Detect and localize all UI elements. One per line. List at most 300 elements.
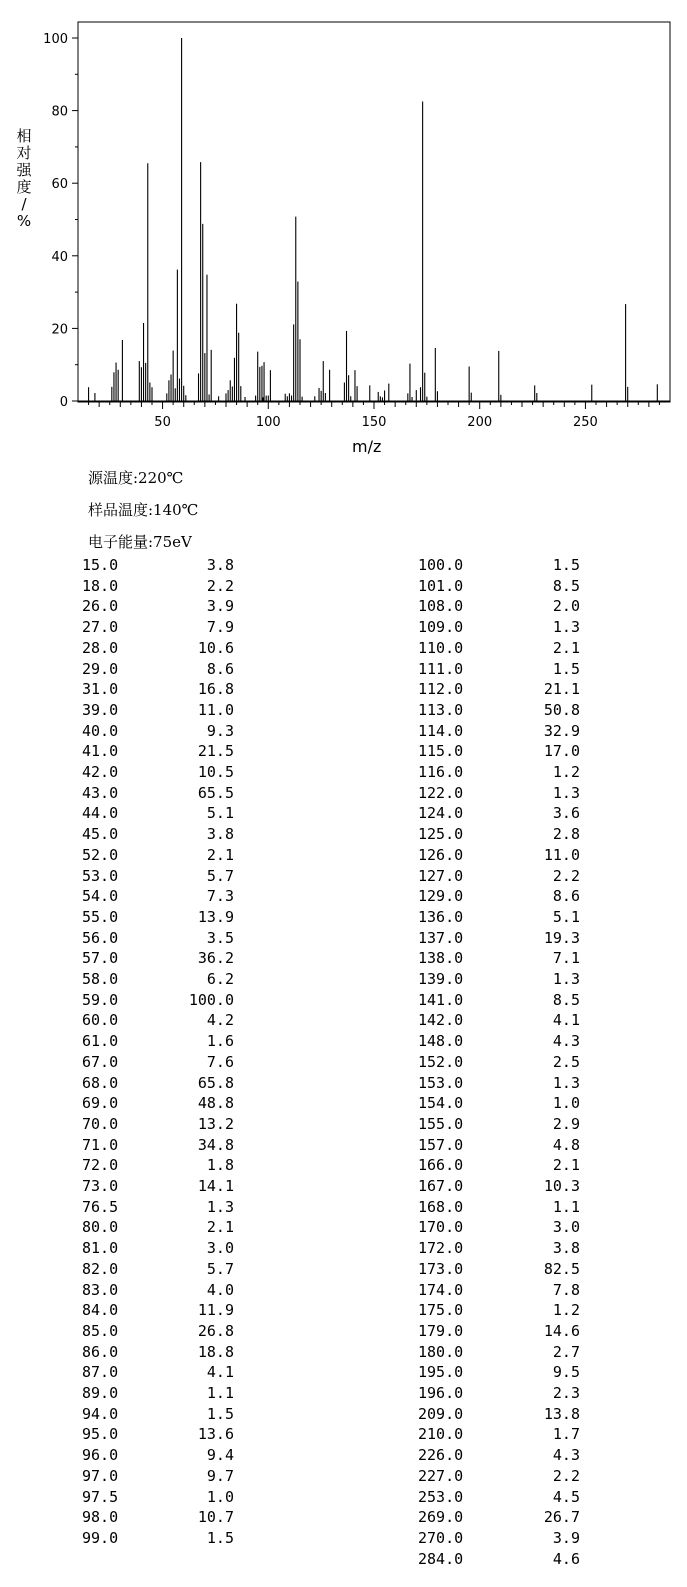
- table-row: [82, 970, 234, 990]
- relative-abundance-value: 2.1: [206, 845, 234, 864]
- relative-abundance-value: 13.9: [197, 907, 234, 926]
- relative-abundance-value: 3.9: [206, 597, 234, 616]
- relative-abundance-value: 10.3: [543, 1177, 580, 1195]
- x-tick-label: 100: [255, 415, 281, 430]
- table-row: [82, 1343, 234, 1363]
- y-tick-label: 0: [59, 395, 68, 410]
- relative-abundance-value: 14.6: [543, 1321, 580, 1340]
- relative-abundance-value: 4.0: [206, 1280, 234, 1299]
- mz-value: 52.0: [82, 845, 119, 864]
- table-row: [418, 1322, 580, 1342]
- relative-abundance-value: 4.3: [552, 1032, 580, 1051]
- relative-abundance-value: 26.7: [543, 1508, 580, 1527]
- table-row: [82, 1363, 234, 1383]
- mz-value: 167.0: [418, 1177, 464, 1195]
- table-row: [418, 887, 580, 907]
- x-axis-label: m/z: [352, 437, 382, 456]
- table-row: [418, 1198, 580, 1218]
- mz-value: 43.0: [82, 783, 119, 802]
- table-row: [418, 1488, 580, 1508]
- relative-abundance-value: 4.2: [206, 1011, 234, 1030]
- relative-abundance-value: 9.3: [206, 721, 234, 740]
- mz-value: 170.0: [418, 1218, 464, 1237]
- mz-value: 45.0: [82, 825, 119, 844]
- mz-value: 141.0: [418, 990, 464, 1009]
- table-row: [82, 701, 234, 721]
- mz-value: 126.0: [418, 845, 464, 864]
- relative-abundance-value: 10.6: [197, 638, 234, 657]
- mz-value: 137.0: [418, 928, 464, 947]
- table-row: [418, 618, 580, 638]
- mz-value: 116.0: [418, 763, 464, 781]
- mz-value: 152.0: [418, 1052, 464, 1071]
- relative-abundance-value: 1.3: [552, 618, 580, 637]
- plot-frame: [78, 22, 670, 402]
- relative-abundance-value: 7.1: [552, 949, 580, 968]
- relative-abundance-value: 19.3: [543, 928, 580, 947]
- table-row: [418, 742, 580, 762]
- relative-abundance-value: 3.8: [206, 825, 234, 844]
- mz-value: 139.0: [418, 970, 464, 988]
- mz-value: 136.0: [418, 907, 464, 926]
- mz-value: 114.0: [418, 721, 464, 740]
- y-tick-label: 20: [51, 322, 68, 338]
- mz-value: 94.0: [82, 1404, 119, 1423]
- relative-abundance-value: 2.1: [552, 1156, 580, 1175]
- mz-value: 111.0: [418, 659, 464, 678]
- mz-value: 110.0: [418, 638, 464, 657]
- table-row: [418, 1136, 580, 1156]
- mz-value: 127.0: [418, 866, 464, 885]
- mz-value: 168.0: [418, 1197, 464, 1216]
- mz-value: 27.0: [82, 618, 119, 637]
- mz-value: 124.0: [418, 804, 464, 823]
- mz-value: 227.0: [418, 1466, 464, 1485]
- mz-value: 59.0: [82, 990, 119, 1009]
- table-row: [82, 1425, 234, 1445]
- table-row: [82, 1218, 234, 1238]
- table-row: [82, 639, 234, 659]
- mz-value: 153.0: [418, 1073, 464, 1092]
- mz-value: 157.0: [418, 1135, 464, 1154]
- relative-abundance-value: 4.6: [552, 1549, 580, 1568]
- mz-value: 122.0: [418, 783, 464, 802]
- table-row: [82, 1281, 234, 1301]
- mz-value: 113.0: [418, 700, 464, 719]
- mz-value: 28.0: [82, 638, 119, 657]
- relative-abundance-value: 18.8: [197, 1342, 234, 1361]
- mz-value: 253.0: [418, 1487, 464, 1506]
- y-axis-label: 相 对 强 度 / %: [16, 127, 32, 230]
- relative-abundance-value: 36.2: [197, 949, 234, 968]
- table-row: [418, 680, 580, 700]
- relative-abundance-value: 13.8: [543, 1404, 580, 1423]
- table-row: [418, 1053, 580, 1073]
- table-row: [82, 1529, 234, 1549]
- mz-value: 166.0: [418, 1156, 464, 1175]
- mz-value: 60.0: [82, 1011, 119, 1030]
- table-row: [82, 680, 234, 700]
- table-row: [418, 846, 580, 866]
- relative-abundance-value: 4.5: [552, 1487, 580, 1506]
- y-tick-label: 100: [43, 32, 68, 47]
- mz-value: 95.0: [82, 1425, 119, 1444]
- table-row: [82, 949, 234, 969]
- relative-abundance-value: 8.6: [206, 659, 234, 678]
- table-row: [82, 1011, 234, 1031]
- relative-abundance-value: 13.6: [197, 1425, 234, 1444]
- table-row: [82, 929, 234, 949]
- relative-abundance-value: 8.6: [552, 887, 580, 906]
- relative-abundance-value: 2.5: [552, 1052, 580, 1071]
- table-row: [418, 660, 580, 680]
- mz-value: 61.0: [82, 1032, 119, 1051]
- table-row: [418, 597, 580, 617]
- table-row: [82, 867, 234, 887]
- mz-value: 138.0: [418, 949, 464, 968]
- relative-abundance-value: 5.7: [206, 1259, 234, 1278]
- mz-value: 125.0: [418, 825, 464, 844]
- x-axis: [89, 402, 660, 430]
- mz-value: 175.0: [418, 1301, 464, 1320]
- table-row: [418, 1032, 580, 1052]
- table-row: [418, 701, 580, 721]
- mz-value: 195.0: [418, 1363, 464, 1382]
- mz-value: 31.0: [82, 680, 119, 699]
- relative-abundance-value: 65.5: [197, 783, 234, 802]
- relative-abundance-value: 1.8: [206, 1156, 234, 1175]
- mz-value: 42.0: [82, 763, 119, 781]
- mz-value: 56.0: [82, 928, 119, 947]
- relative-abundance-value: 1.5: [206, 1404, 234, 1423]
- relative-abundance-value: 3.0: [206, 1239, 234, 1258]
- relative-abundance-value: 8.5: [552, 990, 580, 1009]
- table-row: [418, 1384, 580, 1404]
- relative-abundance-value: 1.5: [552, 556, 580, 574]
- table-row: [82, 804, 234, 824]
- relative-abundance-value: 26.8: [197, 1321, 234, 1340]
- mz-value: 180.0: [418, 1342, 464, 1361]
- mz-value: 179.0: [418, 1321, 464, 1340]
- relative-abundance-value: 100.0: [188, 990, 234, 1009]
- table-row: [418, 1156, 580, 1176]
- relative-abundance-value: 13.2: [197, 1114, 234, 1133]
- relative-abundance-value: 3.8: [206, 556, 234, 574]
- table-row: [82, 1032, 234, 1052]
- relative-abundance-value: 21.1: [543, 680, 580, 699]
- table-row: [418, 1425, 580, 1445]
- mz-value: 154.0: [418, 1094, 464, 1113]
- mz-value: 269.0: [418, 1508, 464, 1527]
- relative-abundance-value: 2.1: [552, 638, 580, 657]
- sample-temperature: 样品温度:140℃: [88, 501, 199, 519]
- mz-value: 174.0: [418, 1280, 464, 1299]
- relative-abundance-value: 2.2: [552, 866, 580, 885]
- mz-value: 39.0: [82, 700, 119, 719]
- table-row: [418, 970, 580, 990]
- mz-value: 83.0: [82, 1280, 119, 1299]
- mz-value: 196.0: [418, 1384, 464, 1402]
- relative-abundance-value: 48.8: [197, 1094, 234, 1113]
- mz-value: 89.0: [82, 1384, 119, 1402]
- table-row: [418, 1115, 580, 1135]
- relative-abundance-value: 2.3: [552, 1384, 580, 1402]
- mz-value: 68.0: [82, 1073, 119, 1092]
- relative-abundance-value: 5.7: [206, 866, 234, 885]
- y-tick-label: 60: [51, 177, 68, 193]
- x-tick-label: 250: [573, 415, 598, 430]
- relative-abundance-value: 7.9: [206, 618, 234, 637]
- relative-abundance-value: 1.2: [552, 763, 580, 781]
- mz-value: 172.0: [418, 1239, 464, 1258]
- table-row: [82, 1094, 234, 1114]
- mz-value: 55.0: [82, 907, 119, 926]
- table-row: [82, 846, 234, 866]
- relative-abundance-value: 1.7: [552, 1425, 580, 1444]
- table-row: [418, 1301, 580, 1321]
- table-row: [418, 804, 580, 824]
- relative-abundance-value: 4.3: [552, 1446, 580, 1465]
- relative-abundance-value: 17.0: [543, 742, 580, 761]
- table-row: [418, 556, 580, 576]
- table-row: [82, 908, 234, 928]
- relative-abundance-value: 1.2: [552, 1301, 580, 1320]
- mz-value: 99.0: [82, 1528, 119, 1547]
- mz-value: 53.0: [82, 866, 119, 885]
- spectrum-bars: [78, 38, 670, 401]
- table-row: [82, 577, 234, 597]
- mz-value: 72.0: [82, 1156, 119, 1175]
- relative-abundance-value: 34.8: [197, 1135, 234, 1154]
- table-row: [418, 825, 580, 845]
- relative-abundance-value: 2.2: [552, 1466, 580, 1485]
- relative-abundance-value: 1.0: [552, 1094, 580, 1113]
- mz-value: 73.0: [82, 1177, 119, 1195]
- relative-abundance-value: 2.0: [552, 597, 580, 616]
- relative-abundance-value: 14.1: [197, 1177, 234, 1195]
- table-row: [418, 1508, 580, 1528]
- relative-abundance-value: 4.1: [552, 1011, 580, 1030]
- table-row: [418, 1529, 580, 1549]
- table-row: [418, 1094, 580, 1114]
- table-row: [82, 722, 234, 742]
- table-row: [82, 1115, 234, 1135]
- mz-value: 86.0: [82, 1342, 119, 1361]
- mz-value: 97.0: [82, 1466, 119, 1485]
- table-row: [418, 1343, 580, 1363]
- mz-value: 155.0: [418, 1114, 464, 1133]
- mz-value: 40.0: [82, 721, 119, 740]
- mz-value: 80.0: [82, 1218, 119, 1237]
- table-row: [418, 867, 580, 887]
- table-row: [82, 1177, 234, 1197]
- relative-abundance-value: 32.9: [543, 721, 580, 740]
- table-row: [82, 660, 234, 680]
- table-row: [418, 784, 580, 804]
- mz-value: 226.0: [418, 1446, 464, 1465]
- mz-value: 82.0: [82, 1259, 119, 1278]
- table-row: [418, 1550, 580, 1570]
- table-row: [82, 1239, 234, 1259]
- mz-value: 54.0: [82, 887, 119, 906]
- table-row: [82, 597, 234, 617]
- mz-value: 18.0: [82, 576, 119, 595]
- table-row: [82, 991, 234, 1011]
- relative-abundance-value: 5.1: [206, 804, 234, 823]
- relative-abundance-value: 4.8: [552, 1135, 580, 1154]
- y-tick-label: 40: [51, 249, 68, 265]
- relative-abundance-value: 4.1: [206, 1363, 234, 1382]
- relative-abundance-value: 50.8: [543, 700, 580, 719]
- mz-value: 76.5: [82, 1197, 119, 1216]
- table-row: [418, 1177, 580, 1197]
- relative-abundance-value: 5.1: [552, 907, 580, 926]
- table-row: [82, 1446, 234, 1466]
- relative-abundance-value: 11.9: [197, 1301, 234, 1320]
- relative-abundance-value: 11.0: [543, 845, 580, 864]
- relative-abundance-value: 3.0: [552, 1218, 580, 1237]
- relative-abundance-value: 6.2: [206, 970, 234, 988]
- table-row: [418, 908, 580, 928]
- table-row: [418, 949, 580, 969]
- mz-value: 58.0: [82, 970, 119, 988]
- table-row: [82, 618, 234, 638]
- table-row: [82, 1198, 234, 1218]
- mz-value: 41.0: [82, 742, 119, 761]
- y-axis: [43, 32, 78, 410]
- relative-abundance-value: 1.1: [206, 1384, 234, 1402]
- table-row: [82, 784, 234, 804]
- relative-abundance-value: 10.5: [197, 763, 234, 781]
- table-row: [82, 1405, 234, 1425]
- relative-abundance-value: 7.6: [206, 1052, 234, 1071]
- table-row: [82, 1467, 234, 1487]
- mz-value: 129.0: [418, 887, 464, 906]
- relative-abundance-value: 3.5: [206, 928, 234, 947]
- relative-abundance-value: 16.8: [197, 680, 234, 699]
- relative-abundance-value: 3.9: [552, 1528, 580, 1547]
- relative-abundance-value: 2.1: [206, 1218, 234, 1237]
- table-row: [82, 887, 234, 907]
- relative-abundance-value: 1.3: [552, 1073, 580, 1092]
- x-tick-label: 200: [467, 415, 493, 430]
- table-row: [82, 1053, 234, 1073]
- table-row: [82, 1074, 234, 1094]
- mz-value: 96.0: [82, 1446, 119, 1465]
- mz-value: 115.0: [418, 742, 464, 761]
- relative-abundance-value: 2.2: [206, 576, 234, 595]
- mz-value: 70.0: [82, 1114, 119, 1133]
- table-row: [418, 1405, 580, 1425]
- relative-abundance-value: 1.3: [206, 1197, 234, 1216]
- mz-value: 270.0: [418, 1528, 464, 1547]
- relative-abundance-value: 10.7: [197, 1508, 234, 1527]
- relative-abundance-value: 3.8: [552, 1239, 580, 1258]
- x-tick-label: 50: [154, 415, 171, 430]
- mz-value: 81.0: [82, 1239, 119, 1258]
- table-row: [82, 1136, 234, 1156]
- relative-abundance-value: 2.9: [552, 1114, 580, 1133]
- mz-value: 85.0: [82, 1321, 119, 1340]
- relative-abundance-value: 1.6: [206, 1032, 234, 1051]
- table-row: [82, 1301, 234, 1321]
- source-temperature: 源温度:220℃: [88, 469, 184, 487]
- mz-value: 148.0: [418, 1032, 464, 1051]
- mz-value: 84.0: [82, 1301, 119, 1320]
- table-row: [418, 1446, 580, 1466]
- table-row: [82, 1488, 234, 1508]
- relative-abundance-value: 65.8: [197, 1073, 234, 1092]
- table-row: [418, 1239, 580, 1259]
- table-row: [418, 991, 580, 1011]
- relative-abundance-value: 1.0: [206, 1487, 234, 1506]
- mz-value: 57.0: [82, 949, 119, 968]
- table-row: [418, 1074, 580, 1094]
- table-row: [418, 1281, 580, 1301]
- mz-value: 97.5: [82, 1487, 119, 1506]
- table-row: [418, 1467, 580, 1487]
- relative-abundance-value: 8.5: [552, 576, 580, 595]
- table-row: [418, 763, 580, 783]
- table-row: [82, 1508, 234, 1528]
- table-row: [82, 825, 234, 845]
- mz-value: 87.0: [82, 1363, 119, 1382]
- table-row: [82, 1384, 234, 1404]
- table-row: [418, 722, 580, 742]
- x-tick-label: 150: [361, 415, 387, 430]
- mz-value: 71.0: [82, 1135, 119, 1154]
- relative-abundance-value: 7.3: [206, 887, 234, 906]
- mz-value: 210.0: [418, 1425, 464, 1444]
- y-tick-label: 80: [51, 104, 68, 120]
- mz-value: 101.0: [418, 576, 464, 595]
- relative-abundance-value: 11.0: [197, 700, 234, 719]
- table-row: [82, 763, 234, 783]
- relative-abundance-value: 2.7: [552, 1342, 580, 1361]
- table-row: [82, 1322, 234, 1342]
- relative-abundance-value: 1.3: [552, 783, 580, 802]
- table-row: [82, 1156, 234, 1176]
- relative-abundance-value: 1.3: [552, 970, 580, 988]
- mz-value: 44.0: [82, 804, 119, 823]
- relative-abundance-value: 2.8: [552, 825, 580, 844]
- mz-value: 108.0: [418, 597, 464, 616]
- table-row: [418, 1011, 580, 1031]
- instrument-parameters: [88, 462, 198, 558]
- mz-value: 112.0: [418, 680, 464, 699]
- mz-value: 284.0: [418, 1549, 464, 1568]
- table-row: [418, 1363, 580, 1383]
- table-row: [418, 929, 580, 949]
- mz-value: 173.0: [418, 1259, 464, 1278]
- mz-value: 69.0: [82, 1094, 119, 1113]
- relative-abundance-value: 1.5: [552, 659, 580, 678]
- mass-spectrum-chart: [0, 0, 687, 460]
- relative-abundance-value: 82.5: [543, 1259, 580, 1278]
- relative-abundance-value: 9.7: [206, 1466, 234, 1485]
- relative-abundance-value: 1.5: [206, 1528, 234, 1547]
- relative-abundance-value: 21.5: [197, 742, 234, 761]
- table-row: [418, 577, 580, 597]
- mz-value: 98.0: [82, 1508, 119, 1527]
- relative-abundance-value: 1.1: [552, 1197, 580, 1216]
- table-row: [82, 742, 234, 762]
- mz-value: 142.0: [418, 1011, 464, 1030]
- mz-value: 109.0: [418, 618, 464, 637]
- relative-abundance-value: 9.5: [552, 1363, 580, 1382]
- mz-value: 29.0: [82, 659, 119, 678]
- mz-value: 209.0: [418, 1404, 464, 1423]
